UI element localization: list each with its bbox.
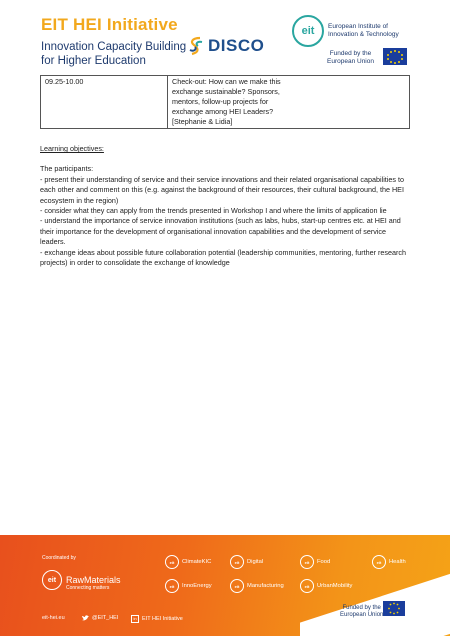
activity-line: Check-out: How can we make this	[172, 77, 281, 86]
disco-wordmark: DISCO	[208, 36, 265, 55]
funded-line-2: European Union	[340, 612, 384, 618]
kic-name: ClimateKIC	[182, 559, 212, 565]
kic-name: Health	[389, 559, 406, 565]
kic-climate	[165, 555, 211, 569]
twitter-icon	[82, 615, 89, 621]
rawmaterials-name: RawMaterials	[66, 575, 121, 585]
eit-name-line-1: European Institute of	[328, 23, 388, 30]
funded-line-1: Funded by the	[342, 605, 381, 611]
kic-urbanmobility	[300, 579, 352, 593]
agenda-time: 09.25-10.00	[41, 76, 168, 129]
kic-circle-icon: eit	[230, 555, 244, 569]
kic-innoenergy	[165, 579, 212, 593]
website-link[interactable]: eit-hei.eu	[42, 615, 65, 621]
participants-intro: The participants:	[40, 164, 94, 174]
agenda-table	[40, 75, 410, 129]
linkedin-link[interactable]	[131, 615, 183, 623]
agenda-activity	[168, 76, 410, 129]
disco-swirl-icon	[188, 36, 204, 56]
eu-flag-icon	[383, 48, 407, 65]
learning-objectives-section	[40, 144, 412, 268]
footer-wedge	[300, 567, 450, 636]
rawmaterials-tagline: Connecting matters	[66, 585, 110, 591]
kic-manufacturing	[230, 579, 284, 593]
kic-name: Manufacturing	[247, 583, 284, 589]
subtitle-line-1: Innovation Capacity Building	[41, 41, 187, 53]
coordinated-by-label: Coordinated by	[42, 555, 76, 561]
objective-item: - understand the importance of service innovation institutions (such as labs, hubs, start-up centres etc. at HEI and their importance for the development of organisational innovation capabilities and the development of service leaders.	[40, 216, 401, 247]
eu-flag-icon	[383, 601, 405, 616]
page-footer	[0, 535, 450, 636]
eit-circle-icon: eit	[292, 15, 324, 47]
disco-logo	[188, 36, 264, 56]
linkedin-name: EIT HEI Initiative	[142, 616, 183, 622]
kic-circle-icon: eit	[300, 555, 314, 569]
kic-name: UrbanMobility	[317, 583, 353, 589]
section-heading: Learning objectives:	[40, 144, 104, 153]
page-header	[0, 0, 450, 75]
eit-name-line-2: Innovation & Technology	[328, 31, 399, 38]
kic-circle-icon: eit	[372, 555, 386, 569]
linkedin-icon: in	[131, 615, 139, 623]
footer-funded-by-eu	[340, 605, 383, 619]
funded-line-2: European Union	[327, 58, 374, 65]
table-row	[41, 76, 410, 129]
kic-circle-icon: eit	[230, 579, 244, 593]
twitter-handle: @EIT_HEI	[92, 615, 119, 621]
kic-circle-icon: eit	[165, 579, 179, 593]
kic-circle-icon: eit	[165, 555, 179, 569]
kic-name: Digital	[247, 559, 264, 565]
initiative-title: EIT HEI Initiative	[41, 15, 178, 34]
kic-food	[300, 555, 330, 569]
objective-item: - exchange ideas about possible future collaboration potential (leadership communities, mentoring, further research projects) in order to consolidate the exchange of knowledge	[40, 247, 406, 268]
objective-item: - present their understanding of service and their service innovations and their related organisational capabilities to each other and comment on this (e.g. against the background of their resources, their cultural background, the HEI ecosystem in the region)	[40, 174, 404, 205]
objective-item: - consider what they can apply from the trends presented in Workshop I and where the limits of application lie	[40, 206, 387, 216]
funded-line-1: Funded by the	[329, 50, 372, 57]
subtitle-line-2: for Higher Education	[41, 55, 146, 67]
eit-logo	[292, 15, 399, 47]
kic-circle-icon: eit	[300, 579, 314, 593]
funded-by-eu	[327, 50, 374, 66]
rawmaterials-circle-icon: eit	[42, 570, 62, 590]
activity-line: exchange sustainable? Sponsors,	[172, 87, 280, 96]
activity-line: exchange among HEI Leaders?	[172, 107, 274, 116]
program-subtitle	[41, 40, 186, 68]
twitter-link[interactable]	[82, 615, 118, 621]
activity-line: [Stephanie & Lidia]	[172, 117, 233, 126]
kic-name: InnoEnergy	[182, 583, 212, 589]
kic-health	[372, 555, 406, 569]
eit-full-name	[328, 23, 399, 39]
kic-digital	[230, 555, 263, 569]
kic-name: Food	[317, 559, 331, 565]
activity-line: mentors, follow-up projects for	[172, 97, 269, 106]
